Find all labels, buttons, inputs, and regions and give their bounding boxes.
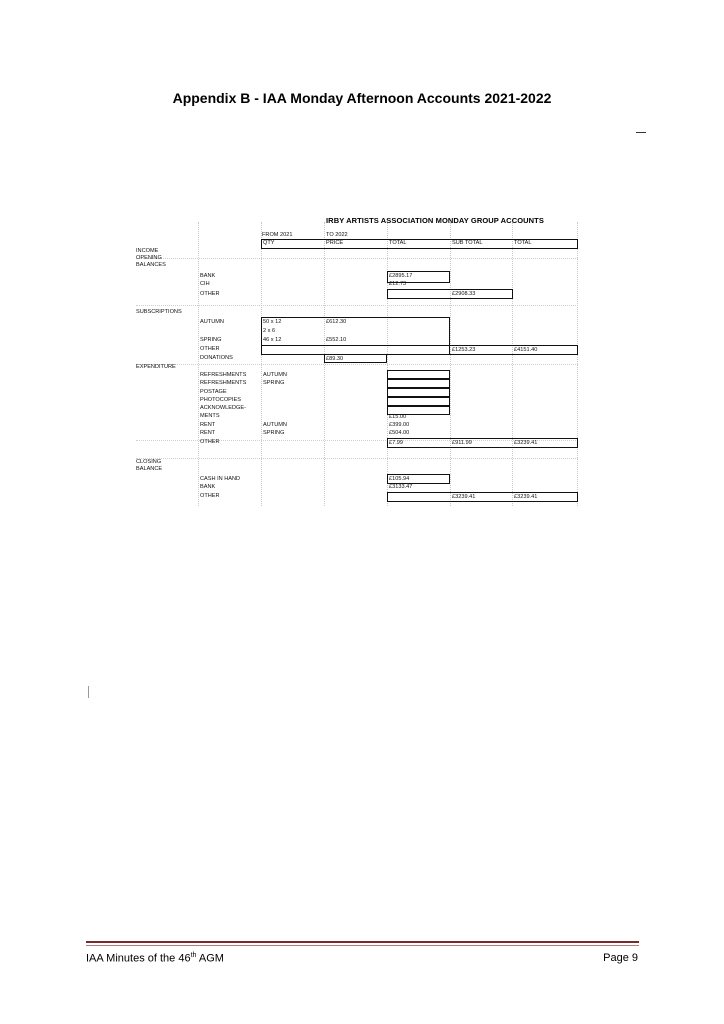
rent-spring-label: RENT bbox=[200, 430, 216, 436]
exp-subtotal: £911.99 bbox=[452, 440, 472, 446]
footer-left bbox=[86, 952, 224, 965]
income-cih-value: £12.73 bbox=[389, 281, 407, 287]
header-sub-total: SUB TOTAL bbox=[452, 240, 483, 246]
header-from: FROM 2021 bbox=[262, 232, 293, 238]
refresh-spring-label: REFRESHMENTS bbox=[200, 380, 247, 386]
subs-autumn-label: AUTUMN bbox=[200, 319, 224, 325]
expenditure-box-3 bbox=[387, 388, 450, 397]
opening-balances-label-2: BALANCES bbox=[136, 262, 166, 268]
donations-value: £89.30 bbox=[326, 356, 344, 362]
expenditure-box-1 bbox=[387, 370, 450, 379]
footer-rule-thin bbox=[86, 945, 639, 946]
expenditure-heading: EXPENDITURE bbox=[136, 364, 176, 370]
photocopies-label: PHOTOCOPIES bbox=[200, 397, 241, 403]
rent-spring-term: SPRING bbox=[263, 430, 285, 436]
header-price: PRICE bbox=[326, 240, 344, 246]
header-qty: QTY bbox=[263, 240, 275, 246]
income-subtotal: £2908.33 bbox=[452, 291, 476, 297]
exp-other-label: OTHER bbox=[200, 439, 220, 445]
sheet-title: IRBY ARTISTS ASSOCIATION MONDAY GROUP ACCOUNTS bbox=[326, 216, 544, 225]
subs-autumn-price: £612.30 bbox=[326, 319, 347, 325]
refresh-autumn-term: AUTUMN bbox=[263, 372, 287, 378]
subs-total: £4151.40 bbox=[514, 347, 538, 353]
closing-other-label: OTHER bbox=[200, 493, 220, 499]
rent-autumn-term: AUTUMN bbox=[263, 422, 287, 428]
footer-rule bbox=[86, 941, 639, 943]
ack-label-2: MENTS bbox=[200, 413, 220, 419]
subs-spring-price: £552.10 bbox=[326, 337, 347, 343]
header-to: TO 2022 bbox=[326, 232, 348, 238]
cash-value: £105.94 bbox=[389, 476, 410, 482]
expenditure-box-2 bbox=[387, 379, 450, 388]
closing-bank-label: BANK bbox=[200, 484, 216, 490]
scan-speck bbox=[88, 686, 89, 698]
exp-total-row-box bbox=[387, 438, 578, 448]
postage-label: POSTAGE bbox=[200, 389, 227, 395]
cash-label: CASH IN HAND bbox=[200, 476, 241, 482]
opening-balances-label: OPENING bbox=[136, 255, 162, 261]
closing-total-row-box bbox=[387, 492, 578, 502]
subs-autumn-qty: 50 x 12 bbox=[263, 319, 282, 325]
page-title: Appendix B - IAA Monday Afternoon Accounts 2021-2022 bbox=[172, 90, 552, 106]
rent-autumn-label: RENT bbox=[200, 422, 216, 428]
subscriptions-heading: SUBSCRIPTIONS bbox=[136, 309, 182, 315]
closing-heading-2: BALANCE bbox=[136, 466, 163, 472]
closing-bank-value: £3133.47 bbox=[389, 484, 413, 490]
subs-subtotal: £1253.23 bbox=[452, 347, 476, 353]
closing-subtotal: £3239.41 bbox=[452, 494, 476, 500]
closing-heading: CLOSING bbox=[136, 459, 162, 465]
exp-total: £3239.41 bbox=[514, 440, 538, 446]
refresh-autumn-label: REFRESHMENTS bbox=[200, 372, 247, 378]
subs-autumn-qty-2: 2 x 6 bbox=[263, 328, 276, 334]
income-other-label: OTHER bbox=[200, 291, 220, 297]
subs-other-label: OTHER bbox=[200, 346, 220, 352]
income-heading: INCOME bbox=[136, 248, 159, 254]
subs-spring-qty: 46 x 12 bbox=[263, 337, 282, 343]
income-bank-value: £2895.17 bbox=[389, 273, 413, 279]
ack-label: ACKNOWLEDGE- bbox=[200, 405, 246, 411]
income-cih-label: CIH bbox=[200, 281, 210, 287]
rent-spring-value: £504.00 bbox=[389, 430, 410, 436]
donations-label: DONATIONS bbox=[200, 355, 233, 361]
accounts-sheet bbox=[136, 208, 578, 506]
footer-left-suffix: AGM bbox=[196, 952, 224, 965]
exp-other-value: £7.99 bbox=[389, 440, 403, 446]
income-bank-label: BANK bbox=[200, 273, 216, 279]
expenditure-box-4 bbox=[387, 397, 450, 406]
refresh-spring-term: SPRING bbox=[263, 380, 285, 386]
footer-page-number: Page 9 bbox=[603, 952, 638, 964]
header-total: TOTAL bbox=[389, 240, 407, 246]
header-grand-total: TOTAL bbox=[514, 240, 532, 246]
footer-left-sup: th bbox=[190, 952, 197, 959]
rent-autumn-value: £399.00 bbox=[389, 422, 410, 428]
dash-mark bbox=[636, 132, 646, 133]
subs-spring-label: SPRING bbox=[200, 337, 222, 343]
ack-value: £15.00 bbox=[389, 414, 407, 420]
closing-total: £3239.41 bbox=[514, 494, 538, 500]
income-other-box bbox=[387, 289, 513, 299]
footer-left-prefix: IAA Minutes of the 46 bbox=[86, 952, 191, 965]
